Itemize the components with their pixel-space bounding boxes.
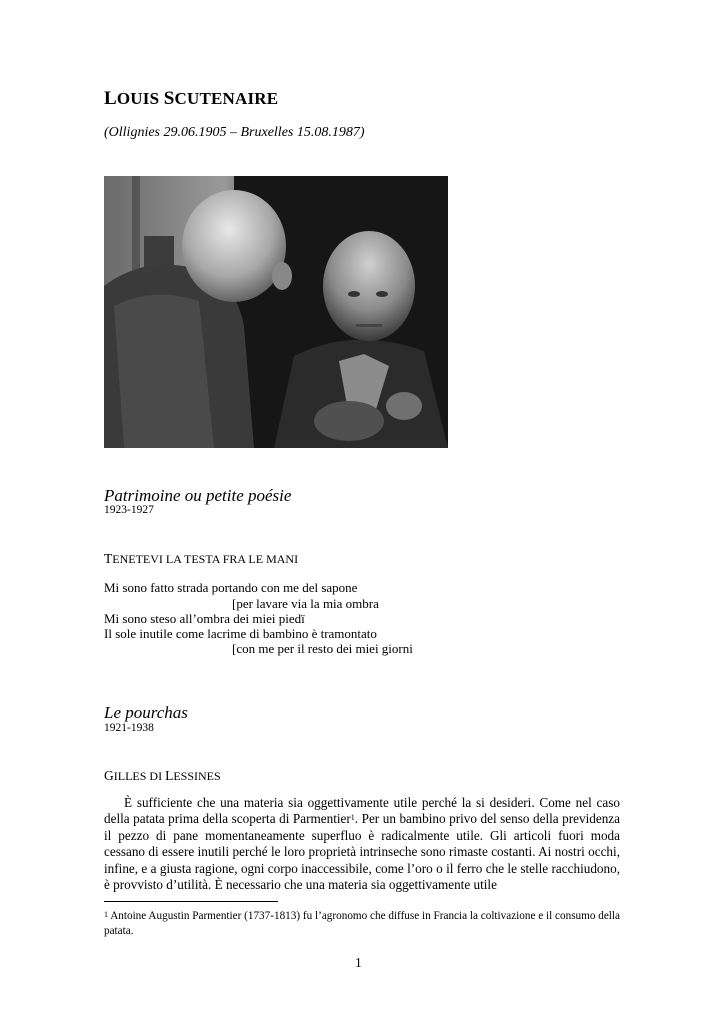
poem-line: Mi sono steso all’ombra dei miei piedï <box>104 611 305 626</box>
body-paragraph: È sufficiente che una materia sia oggettivamente utile perché la si desideri. Come nel caso della patata prima della scoperta di Parmentier$^1$. Per un bambino privo del senso della previdenza il pezzo di pane momentaneamente superfluo è radicalmente utile. Gli articoli fuori moda cessano di essere inutili perché le loro proprietà intrinseche sono rimaste costanti. Ai nostri occhi, infine, e a giusta ragione, ogni corpo inaccessibile, come l’oro o il ferro che le stelle racchiudono, è provvisto d’utilità. È necessario che una materia sia oggettivamente utile <box>104 795 621 893</box>
section-title-patrimoine: Patrimoine ou petite poésie <box>104 486 292 505</box>
poem-line: Mi sono fatto strada portando con me del sapone <box>104 580 358 595</box>
section-title-pourchas: Le pourchas <box>104 703 188 722</box>
footnote: $^1$ Antoine Augustin Parmentier (1737-1813) fu l’agronomo che diffuse in Francia la coltivazione e il consumo della patata. <box>104 910 620 937</box>
section-years-patrimoine: 1923-1927 <box>104 504 154 516</box>
piece-title: GILLES DI LESSINES <box>104 768 221 783</box>
poem-title: TENETEVI LA TESTA FRA LE MANI <box>104 551 299 566</box>
portrait-photo <box>104 176 448 448</box>
footnote-separator <box>104 901 278 902</box>
poem-line: Il sole inutile come lacrime di bambino è tramontato <box>104 626 377 641</box>
footnote-marker: 1 <box>104 910 108 919</box>
page-title: LOUIS SCUTENAIRE <box>104 88 279 109</box>
footnote-ref[interactable]: 1 <box>350 813 355 823</box>
section-years-pourchas: 1921-1938 <box>104 722 154 734</box>
poem-line: [con me per il resto dei miei giorni <box>232 641 413 656</box>
life-dates: (Ollignies 29.06.1905 – Bruxelles 15.08.1987) <box>104 125 365 140</box>
page-number: 1 <box>355 955 362 970</box>
poem-line: [per lavare via la mia ombra <box>232 596 379 611</box>
